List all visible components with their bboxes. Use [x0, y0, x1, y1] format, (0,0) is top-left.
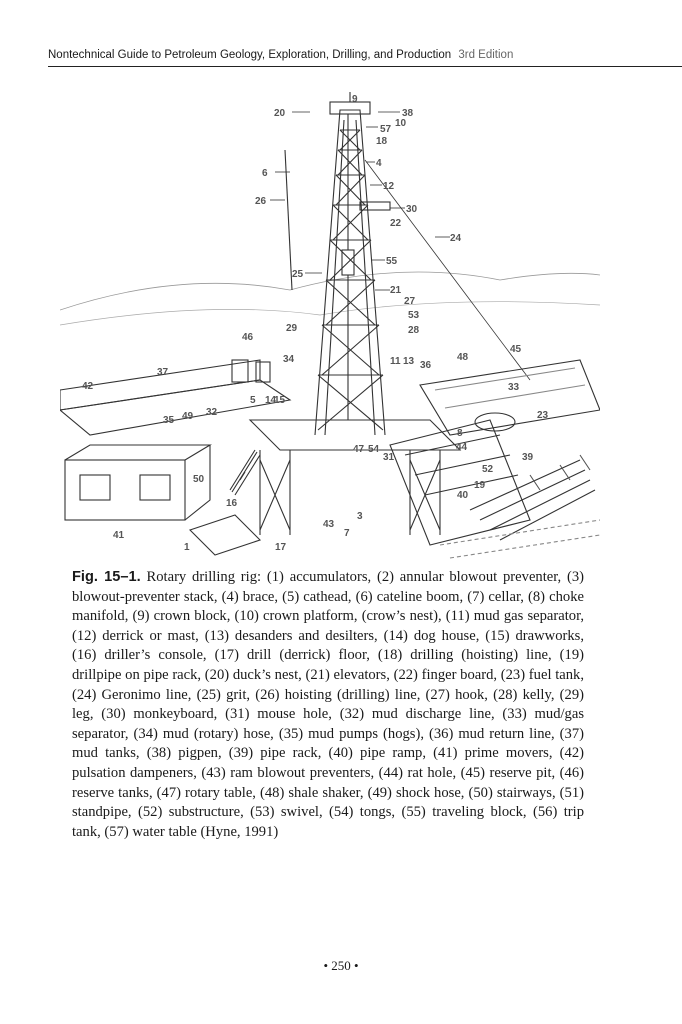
- callout-label: 9: [352, 94, 358, 105]
- callout-label: 14: [265, 395, 277, 406]
- callout-label: 38: [402, 108, 414, 119]
- callout-label: 31: [383, 452, 395, 463]
- caption-text: Rotary drilling rig: (1) accumulators, (2) annular blowout preventer, (3) blowout-preventer stack, (4) brace, (5) cathead, (6) cateline boom, (7) cellar, (8) choke manifold, (9) crown block, (10) crown platform, (crow’s nest), (11) mud gas separator, (12) derrick or mast, (13) desanders and desilters, (14) dog house, (15) drawworks, (16) driller’s console, (17) drill (derrick) floor, (18) drilling (hoisting) line, (19) drillpipe on pipe rack, (20) duck’s nest, (21) elevators, (22) finger board, (23) fuel tank, (24) Geronimo line, (25) grit, (26) hoisting (drilling) line, (27) hook, (28) kelly, (29) leg, (30) monkeyboard, (31) mouse hole, (32) mud discharge line, (33) mud/gas separator, (34) mud (rotary) hose, (35) mud pumps (hogs), (36) mud return line, (37) mud tanks, (38) pigpen, (39) pipe rack, (40) pipe ramp, (41) prime movers, (42) pulsation dampeners, (43) ram blowout preventers, (44) rat hole, (45) reserve pit, (46) reserve tanks, (47) rotary table, (48) shale shaker, (49) shock hose, (50) stairways, (51) standpipe, (52) substructure, (53) swivel, (54) tongs, (55) traveling block, (56) trip tank, (57) water table (Hyne, 1991): [72, 569, 585, 840]
- figure-caption: [72, 568, 584, 842]
- callout-label: 1: [184, 542, 190, 553]
- callout-label: 16: [226, 498, 238, 509]
- edition-label: 3rd Edition: [458, 49, 514, 61]
- figure-callout-labels: [82, 94, 549, 553]
- callout-label: 47: [353, 444, 365, 455]
- callout-label: 45: [510, 344, 522, 355]
- callout-label: 52: [482, 464, 494, 475]
- callout-label: 11: [390, 356, 401, 367]
- callout-label: 46: [242, 332, 254, 343]
- callout-label: 25: [292, 269, 304, 280]
- callout-label: 32: [206, 407, 218, 418]
- callout-label: 7: [344, 528, 350, 539]
- callout-label: 39: [522, 452, 534, 463]
- callout-label: 30: [406, 204, 418, 215]
- figure-number: Fig. 15–1.: [72, 569, 141, 585]
- callout-label: 37: [157, 367, 169, 378]
- callout-label: 40: [457, 490, 469, 501]
- callout-label: 20: [274, 108, 286, 119]
- callout-label: 15: [274, 395, 286, 406]
- callout-label: 22: [390, 218, 402, 229]
- callout-label: 43: [323, 519, 335, 530]
- callout-label: 8: [457, 428, 463, 439]
- callout-label: 54: [368, 444, 380, 455]
- callout-label: 13: [403, 356, 415, 367]
- callout-label: 12: [383, 181, 395, 192]
- callout-label: 27: [404, 296, 416, 307]
- callout-label: 17: [275, 542, 287, 553]
- callout-label: 57: [380, 124, 392, 135]
- drilling-rig-illustration: [60, 90, 600, 560]
- callout-label: 50: [193, 474, 205, 485]
- book-title: Nontechnical Guide to Petroleum Geology, Exploration, Drilling, and Production: [48, 49, 452, 61]
- rig-drawing: [60, 90, 600, 560]
- callout-label: 34: [283, 354, 295, 365]
- callout-label: 49: [182, 411, 194, 422]
- callout-label: 53: [408, 310, 420, 321]
- callout-label: 36: [420, 360, 432, 371]
- callout-label: 42: [82, 381, 94, 392]
- page-number: • 250 •: [323, 958, 359, 973]
- callout-label: 21: [390, 285, 402, 296]
- callout-label: 6: [262, 168, 268, 179]
- callout-label: 48: [457, 352, 469, 363]
- callout-label: 26: [255, 196, 267, 207]
- callout-label: 5: [250, 395, 256, 406]
- callout-label: 23: [537, 410, 549, 421]
- callout-label: 33: [508, 382, 520, 393]
- callout-label: 29: [286, 323, 298, 334]
- running-header: [48, 48, 682, 67]
- callout-label: 24: [450, 233, 462, 244]
- callout-label: 18: [376, 136, 388, 147]
- callout-label: 35: [163, 415, 175, 426]
- callout-label: 10: [395, 118, 407, 129]
- callout-label: 4: [376, 158, 382, 169]
- callout-label: 44: [456, 442, 468, 453]
- callout-label: 19: [474, 480, 486, 491]
- callout-label: 3: [357, 511, 363, 522]
- callout-label: 41: [113, 530, 125, 541]
- callout-label: 28: [408, 325, 420, 336]
- callout-label: 55: [386, 256, 398, 267]
